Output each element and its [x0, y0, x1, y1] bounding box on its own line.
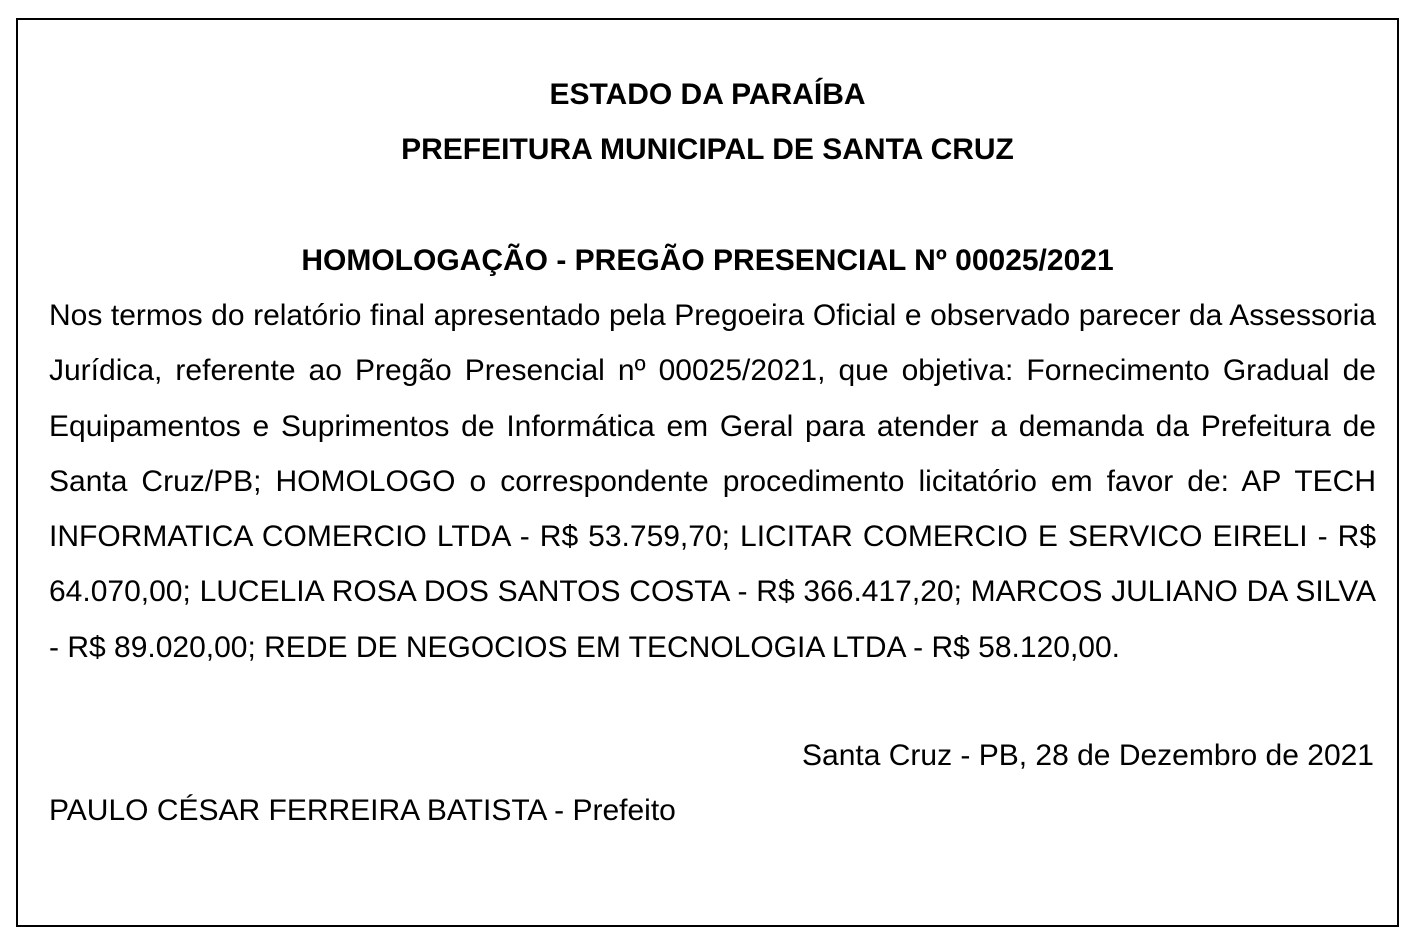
date-line: Santa Cruz - PB, 28 de Dezembro de 2021: [802, 739, 1374, 772]
signature-line: PAULO CÉSAR FERREIRA BATISTA - Prefeito: [49, 794, 676, 827]
state-heading: ESTADO DA PARAÍBA: [549, 78, 866, 111]
notice-box: [16, 18, 1399, 927]
prefecture-heading: PREFEITURA MUNICIPAL DE SANTA CRUZ: [401, 133, 1014, 166]
document-title: HOMOLOGAÇÃO - PREGÃO PRESENCIAL Nº 00025/2021: [301, 244, 1114, 277]
document-body: Nos termos do relatório final apresentado pela Pregoeira Oficial e observado parecer da Assessoria Jurídica, referente ao Pregão Presencial nº 00025/2021, que objetiva: Fornecimento Gradual de Equipamentos e Suprimentos de Informática em Geral para atender a demanda da Prefeitura de Santa Cruz/PB; HOMOLOGO o correspondente procedimento licitatório em favor de: AP TECH INFORMATICA COMERCIO LTDA - R$ 53.759,70; LICITAR COMERCIO E SERVICO EIRELI - R$ 64.070,00; LUCELIA ROSA DOS SANTOS COSTA - R$ 366.417,20; MARCOS JULIANO DA SILVA - R$ 89.020,00; REDE DE NEGOCIOS EM TECNOLOGIA LTDA - R$ 58.120,00.: [49, 299, 1376, 664]
